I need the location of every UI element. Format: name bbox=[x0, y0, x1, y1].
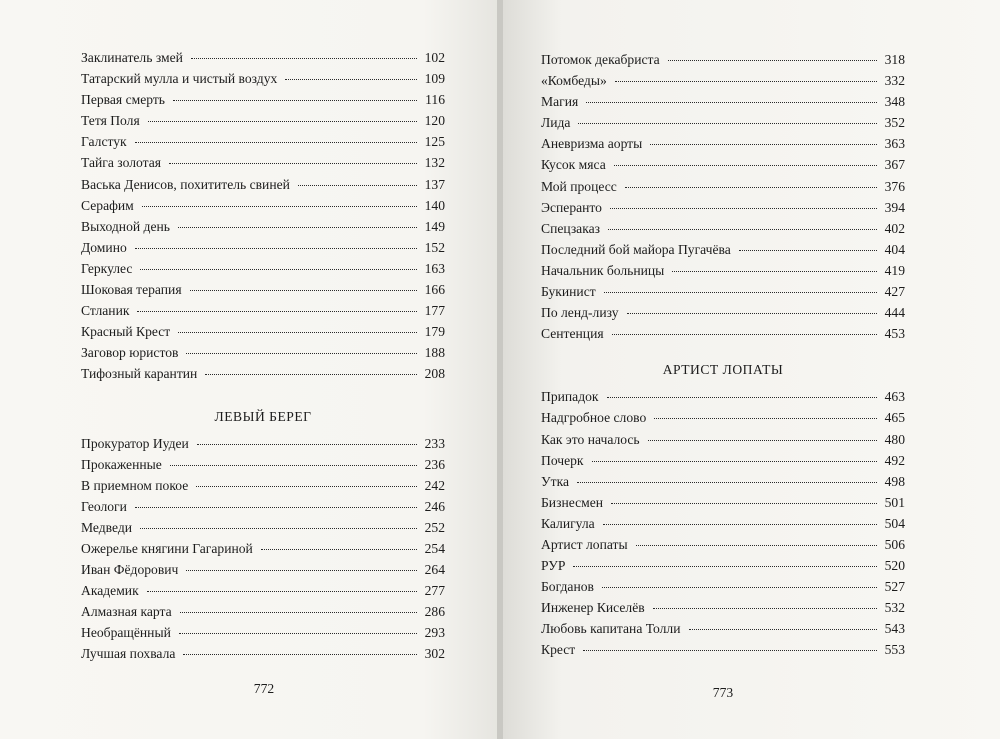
toc-dot-leader bbox=[612, 333, 877, 335]
toc-entry bbox=[81, 363, 445, 384]
toc-dot-leader bbox=[653, 607, 877, 609]
toc-entry-page-number: 233 bbox=[424, 435, 445, 451]
toc-entry bbox=[541, 239, 905, 260]
toc-entry-page-number: 166 bbox=[424, 282, 445, 298]
right-section-entries bbox=[541, 386, 905, 660]
toc-entry bbox=[81, 559, 445, 580]
toc-entry bbox=[541, 576, 905, 597]
toc-entry-title: Букинист bbox=[541, 284, 596, 300]
toc-dot-leader bbox=[147, 590, 417, 592]
toc-entry-title: Шоковая терапия bbox=[81, 282, 182, 298]
toc-entry-page-number: 332 bbox=[884, 73, 905, 89]
toc-entry-title: Прокаженные bbox=[81, 456, 162, 472]
toc-entry-page-number: 137 bbox=[424, 176, 445, 192]
toc-dot-leader bbox=[140, 527, 417, 529]
toc-entry bbox=[541, 429, 905, 450]
toc-entry bbox=[81, 321, 445, 342]
toc-entry bbox=[81, 195, 445, 216]
toc-dot-leader bbox=[180, 611, 417, 613]
toc-dot-leader bbox=[586, 101, 876, 103]
toc-entry bbox=[541, 555, 905, 576]
toc-entry-title: Алмазная карта bbox=[81, 604, 172, 620]
toc-entry-page-number: 402 bbox=[884, 220, 905, 236]
toc-dot-leader bbox=[190, 289, 417, 291]
toc-entry bbox=[541, 323, 905, 344]
toc-entry-page-number: 480 bbox=[884, 431, 905, 447]
toc-entry-page-number: 188 bbox=[424, 345, 445, 361]
toc-entry-page-number: 352 bbox=[884, 115, 905, 131]
toc-entry-title: Бизнесмен bbox=[541, 494, 604, 510]
toc-entry-page-number: 367 bbox=[884, 157, 905, 173]
toc-dot-leader bbox=[577, 481, 877, 483]
toc-dot-leader bbox=[608, 228, 877, 230]
toc-entry-title: Тайга золотая bbox=[81, 155, 161, 171]
toc-entry-title: По ленд-лизу bbox=[541, 305, 619, 321]
toc-entry bbox=[81, 300, 445, 321]
toc-dot-leader bbox=[183, 653, 416, 655]
toc-entry-title: Калигула bbox=[541, 515, 595, 531]
toc-dot-leader bbox=[604, 291, 877, 293]
toc-entry-page-number: 363 bbox=[884, 136, 905, 152]
toc-entry-title: Прокуратор Иудеи bbox=[81, 435, 189, 451]
toc-dot-leader bbox=[140, 268, 416, 270]
toc-dot-leader bbox=[578, 122, 876, 124]
toc-entry-title: Почерк bbox=[541, 452, 584, 468]
toc-dot-leader bbox=[135, 141, 417, 143]
toc-entry bbox=[541, 260, 905, 281]
section-title-left-bank: ЛЕВЫЙ БЕРЕГ bbox=[214, 408, 312, 424]
toc-entry-title: Магия bbox=[541, 94, 579, 110]
toc-dot-leader bbox=[739, 249, 877, 251]
toc-entry bbox=[541, 407, 905, 428]
toc-entry bbox=[81, 643, 445, 664]
toc-dot-leader bbox=[648, 439, 877, 441]
toc-dot-leader bbox=[178, 331, 416, 333]
toc-entry-page-number: 286 bbox=[424, 604, 445, 620]
toc-entry-title: Академик bbox=[81, 583, 139, 599]
toc-entry-title: Красный Крест bbox=[81, 324, 171, 340]
toc-entry bbox=[81, 538, 445, 559]
toc-entry-page-number: 120 bbox=[424, 113, 445, 129]
toc-dot-leader bbox=[178, 226, 417, 228]
left-toc-column bbox=[81, 47, 445, 665]
toc-dot-leader bbox=[627, 312, 877, 314]
toc-entry-page-number: 404 bbox=[884, 241, 905, 257]
toc-entry-page-number: 252 bbox=[424, 519, 445, 535]
toc-entry-page-number: 394 bbox=[884, 199, 905, 215]
toc-entry-title: Аневризма аорты bbox=[541, 136, 643, 152]
toc-dot-leader bbox=[191, 57, 417, 59]
toc-entry bbox=[541, 154, 905, 175]
toc-entry-page-number: 553 bbox=[884, 642, 905, 658]
toc-entry-title: Утка bbox=[541, 473, 569, 489]
toc-entry-page-number: 506 bbox=[884, 536, 905, 552]
toc-entry-title: Васька Денисов, похититель свиней bbox=[81, 176, 290, 192]
toc-entry-title: Лучшая похвала bbox=[81, 646, 176, 662]
toc-dot-leader bbox=[261, 548, 417, 550]
left-entries-top bbox=[81, 47, 445, 385]
toc-dot-leader bbox=[148, 120, 417, 122]
toc-entry bbox=[541, 513, 905, 534]
toc-entry-page-number: 140 bbox=[424, 197, 445, 213]
toc-entry-title: Заклинатель змей bbox=[81, 50, 183, 65]
toc-dot-leader bbox=[135, 247, 417, 249]
toc-entry bbox=[81, 174, 445, 195]
toc-entry-title: Тифозный карантин bbox=[81, 366, 198, 382]
toc-entry-page-number: 277 bbox=[424, 583, 445, 599]
toc-entry-title: Кусок мяса bbox=[541, 157, 606, 173]
toc-entry-page-number: 501 bbox=[884, 494, 905, 510]
toc-entry bbox=[541, 302, 905, 323]
toc-entry bbox=[541, 112, 905, 133]
toc-entry bbox=[541, 386, 905, 407]
toc-entry bbox=[81, 131, 445, 152]
toc-dot-leader bbox=[603, 523, 877, 525]
toc-entry bbox=[81, 279, 445, 300]
toc-entry-page-number: 348 bbox=[884, 94, 905, 110]
toc-dot-leader bbox=[137, 310, 416, 312]
toc-dot-leader bbox=[135, 506, 417, 508]
toc-dot-leader bbox=[592, 460, 877, 462]
toc-entry-title: Татарский мулла и чистый воздух bbox=[81, 71, 278, 87]
toc-dot-leader bbox=[573, 565, 876, 567]
toc-entry-title: Начальник больницы bbox=[541, 262, 665, 278]
toc-entry-page-number: 132 bbox=[424, 155, 445, 171]
toc-entry-page-number: 376 bbox=[884, 178, 905, 194]
toc-entry bbox=[541, 91, 905, 112]
toc-entry-page-number: 102 bbox=[424, 50, 445, 65]
toc-dot-leader bbox=[602, 586, 877, 588]
toc-entry bbox=[81, 152, 445, 173]
toc-entry-title: Геологи bbox=[81, 498, 127, 514]
toc-dot-leader bbox=[650, 143, 876, 145]
toc-entry-page-number: 492 bbox=[884, 452, 905, 468]
toc-dot-leader bbox=[614, 164, 877, 166]
toc-entry-page-number: 532 bbox=[884, 600, 905, 616]
toc-entry-page-number: 152 bbox=[424, 239, 445, 255]
toc-dot-leader bbox=[583, 649, 876, 651]
toc-entry-page-number: 444 bbox=[884, 305, 905, 321]
toc-entry bbox=[541, 281, 905, 302]
toc-dot-leader bbox=[607, 396, 877, 398]
toc-dot-leader bbox=[186, 352, 416, 354]
toc-entry bbox=[541, 176, 905, 197]
toc-entry-title: Выходной день bbox=[81, 218, 170, 234]
toc-entry-title: Припадок bbox=[541, 389, 599, 405]
toc-dot-leader bbox=[615, 80, 877, 82]
toc-entry-page-number: 504 bbox=[884, 515, 905, 531]
toc-entry-page-number: 177 bbox=[424, 303, 445, 319]
toc-entry-page-number: 427 bbox=[884, 284, 905, 300]
toc-entry bbox=[81, 433, 445, 454]
toc-entry-title: Иван Фёдорович bbox=[81, 562, 179, 578]
toc-dot-leader bbox=[654, 417, 876, 419]
toc-entry-page-number: 318 bbox=[884, 52, 905, 67]
toc-entry-title: Артист лопаты bbox=[541, 536, 628, 552]
page-number-right: 773 bbox=[712, 685, 734, 700]
toc-entry bbox=[81, 110, 445, 131]
toc-entry bbox=[81, 454, 445, 475]
toc-dot-leader bbox=[668, 59, 877, 61]
toc-entry-title: Спецзаказ bbox=[541, 220, 601, 236]
toc-entry bbox=[81, 47, 445, 68]
toc-dot-leader bbox=[636, 544, 877, 546]
toc-entry-page-number: 149 bbox=[424, 218, 445, 234]
toc-entry bbox=[541, 197, 905, 218]
toc-entry bbox=[541, 70, 905, 91]
toc-entry-title: Домино bbox=[81, 239, 127, 255]
toc-dot-leader bbox=[142, 205, 417, 207]
toc-entry-title: Крест bbox=[541, 642, 576, 658]
toc-dot-leader bbox=[170, 464, 417, 466]
toc-entry-title: Заговор юристов bbox=[81, 345, 179, 361]
toc-entry-title: Последний бой майора Пугачёва bbox=[541, 241, 731, 257]
toc-dot-leader bbox=[197, 443, 417, 445]
toc-entry-page-number: 465 bbox=[884, 410, 905, 426]
toc-entry-title: Медведи bbox=[81, 519, 133, 535]
toc-dot-leader bbox=[672, 270, 876, 272]
toc-entry-page-number: 179 bbox=[424, 324, 445, 340]
toc-entry bbox=[541, 49, 905, 70]
toc-dot-leader bbox=[611, 502, 877, 504]
toc-entry-title: Тетя Поля bbox=[81, 113, 140, 129]
toc-dot-leader bbox=[298, 184, 417, 186]
toc-entry-title: Сентенция bbox=[541, 326, 604, 342]
toc-entry bbox=[541, 534, 905, 555]
toc-entry-title: «Комбеды» bbox=[541, 73, 607, 89]
toc-entry bbox=[81, 68, 445, 89]
toc-entry-page-number: 264 bbox=[424, 562, 445, 578]
toc-entry bbox=[81, 496, 445, 517]
toc-entry bbox=[81, 89, 445, 110]
toc-entry-page-number: 109 bbox=[424, 71, 445, 87]
toc-entry-page-number: 236 bbox=[424, 456, 445, 472]
toc-entry bbox=[81, 258, 445, 279]
toc-entry-page-number: 463 bbox=[884, 389, 905, 405]
toc-entry-page-number: 254 bbox=[424, 540, 445, 556]
toc-entry-title: Надгробное слово bbox=[541, 410, 647, 426]
toc-entry bbox=[541, 639, 905, 660]
toc-entry-title: Потомок декабриста bbox=[541, 52, 660, 67]
left-section-entries bbox=[81, 433, 445, 665]
toc-entry-page-number: 543 bbox=[884, 621, 905, 637]
right-entries-top bbox=[541, 49, 905, 344]
toc-dot-leader bbox=[689, 628, 877, 630]
toc-entry-title: Стланик bbox=[81, 303, 130, 319]
toc-entry-page-number: 116 bbox=[425, 92, 445, 108]
toc-entry bbox=[541, 618, 905, 639]
toc-entry-title: Серафим bbox=[81, 197, 134, 213]
toc-entry-title: В приемном покое bbox=[81, 477, 189, 493]
toc-entry bbox=[81, 580, 445, 601]
toc-entry-title: Любовь капитана Толли bbox=[541, 621, 681, 637]
toc-entry-title: Инженер Киселёв bbox=[541, 600, 645, 616]
toc-entry-page-number: 293 bbox=[424, 625, 445, 641]
toc-entry bbox=[81, 601, 445, 622]
toc-entry-page-number: 527 bbox=[884, 579, 905, 595]
toc-entry-page-number: 498 bbox=[884, 473, 905, 489]
toc-entry-title: РУР bbox=[541, 558, 566, 574]
toc-entry bbox=[541, 218, 905, 239]
toc-dot-leader bbox=[169, 162, 417, 164]
toc-entry-title: Галстук bbox=[81, 134, 127, 150]
toc-dot-leader bbox=[173, 99, 417, 101]
toc-entry-title: Геркулес bbox=[81, 260, 133, 276]
toc-entry bbox=[81, 237, 445, 258]
toc-entry-title: Эсперанто bbox=[541, 199, 602, 215]
toc-entry-page-number: 419 bbox=[884, 262, 905, 278]
toc-dot-leader bbox=[610, 207, 877, 209]
toc-entry-page-number: 163 bbox=[424, 260, 445, 276]
toc-entry bbox=[541, 471, 905, 492]
toc-entry-page-number: 242 bbox=[424, 477, 445, 493]
right-toc-column bbox=[541, 49, 905, 661]
toc-entry bbox=[541, 133, 905, 154]
toc-entry bbox=[81, 216, 445, 237]
toc-entry bbox=[81, 517, 445, 538]
toc-entry-page-number: 125 bbox=[424, 134, 445, 150]
toc-entry bbox=[541, 597, 905, 618]
toc-entry-title: Как это началось bbox=[541, 431, 640, 447]
toc-dot-leader bbox=[196, 485, 416, 487]
toc-entry-page-number: 246 bbox=[424, 498, 445, 514]
toc-entry-title: Богданов bbox=[541, 579, 594, 595]
toc-dot-leader bbox=[285, 78, 416, 80]
toc-entry bbox=[541, 450, 905, 471]
toc-entry-title: Лида bbox=[541, 115, 571, 131]
toc-entry bbox=[81, 622, 445, 643]
toc-dot-leader bbox=[625, 186, 877, 188]
toc-entry-title: Первая смерть bbox=[81, 92, 165, 108]
toc-entry bbox=[81, 342, 445, 363]
toc-entry-page-number: 302 bbox=[424, 646, 445, 662]
toc-entry bbox=[541, 492, 905, 513]
toc-dot-leader bbox=[179, 632, 417, 634]
toc-entry-page-number: 208 bbox=[424, 366, 445, 382]
toc-entry-page-number: 520 bbox=[884, 558, 905, 574]
toc-entry-page-number: 453 bbox=[884, 326, 905, 342]
book-gutter bbox=[497, 0, 503, 739]
page-number-left: 772 bbox=[253, 681, 275, 696]
toc-dot-leader bbox=[205, 373, 416, 375]
toc-entry bbox=[81, 475, 445, 496]
toc-entry-title: Ожерелье княгини Гагариной bbox=[81, 540, 253, 556]
toc-entry-title: Необращённый bbox=[81, 625, 171, 641]
section-title-shovel-artist: АРТИСТ ЛОПАТЫ bbox=[662, 362, 784, 378]
toc-entry-title: Мой процесс bbox=[541, 178, 617, 194]
toc-dot-leader bbox=[186, 569, 416, 571]
